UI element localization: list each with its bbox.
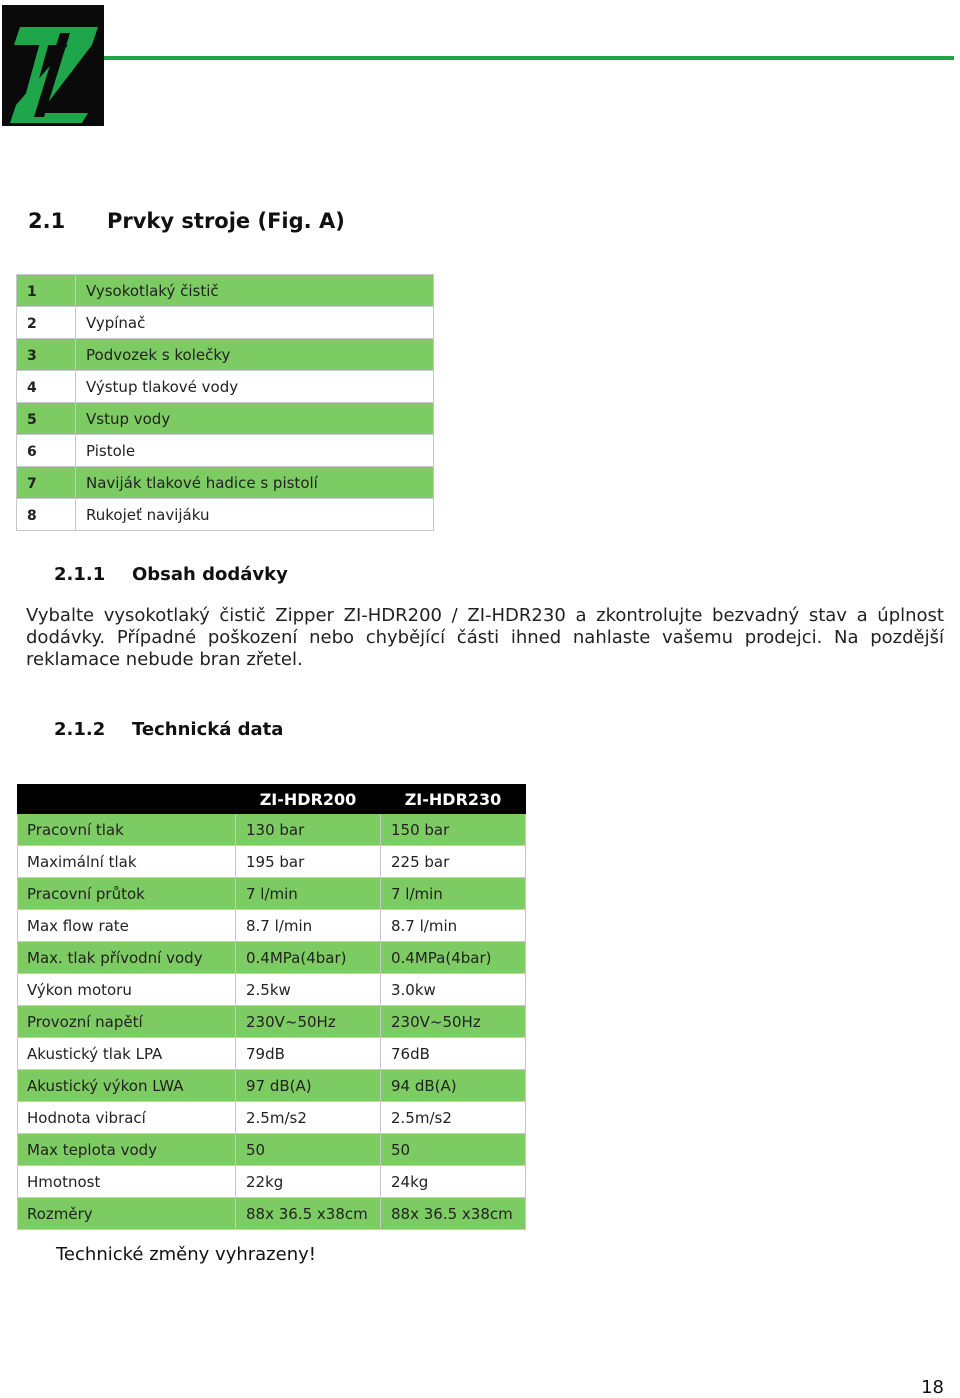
part-label: Naviják tlakové hadice s pistolí xyxy=(76,467,434,499)
table-row xyxy=(17,403,434,435)
spec-label: Hmotnost xyxy=(18,1166,236,1198)
spec-value-hdr200: 230V~50Hz xyxy=(236,1006,381,1038)
delivery-paragraph: Vybalte vysokotlaký čistič Zipper ZI-HDR200 / ZI-HDR230 a zkontrolujte bezvadný stav a úplnost dodávky. Případné poškození nebo chybějící části ihned nahlaste vašemu prodejci. Na pozdější reklamace nebude bran zřetel. xyxy=(26,605,944,670)
table-row xyxy=(18,1006,526,1038)
spec-value-hdr230: 225 bar xyxy=(381,846,526,878)
tech-header-cell xyxy=(18,785,236,814)
spec-label: Provozní napětí xyxy=(18,1006,236,1038)
spec-value-hdr230: 76dB xyxy=(381,1038,526,1070)
part-label: Vysokotlaký čistič xyxy=(76,275,434,307)
part-label: Pistole xyxy=(76,435,434,467)
table-row xyxy=(18,1102,526,1134)
part-label: Podvozek s kolečky xyxy=(76,339,434,371)
table-row xyxy=(18,1070,526,1102)
table-row xyxy=(17,467,434,499)
spec-value-hdr230: 24kg xyxy=(381,1166,526,1198)
spec-label: Akustický výkon LWA xyxy=(18,1070,236,1102)
spec-value-hdr230: 94 dB(A) xyxy=(381,1070,526,1102)
table-row xyxy=(18,910,526,942)
parts-table xyxy=(16,274,434,531)
spec-value-hdr230: 3.0kw xyxy=(381,974,526,1006)
spec-value-hdr200: 22kg xyxy=(236,1166,381,1198)
tech-header-cell: ZI-HDR230 xyxy=(381,785,526,814)
spec-value-hdr200: 0.4MPa(4bar) xyxy=(236,942,381,974)
table-row xyxy=(18,1166,526,1198)
spec-label: Max flow rate xyxy=(18,910,236,942)
part-label: Vstup vody xyxy=(76,403,434,435)
spec-label: Pracovní tlak xyxy=(18,814,236,846)
part-number: 8 xyxy=(17,499,76,531)
spec-value-hdr200: 2.5kw xyxy=(236,974,381,1006)
spec-label: Hodnota vibrací xyxy=(18,1102,236,1134)
spec-value-hdr200: 88x 36.5 x38cm xyxy=(236,1198,381,1230)
spec-label: Max teplota vody xyxy=(18,1134,236,1166)
subsection-heading-tech xyxy=(54,719,283,740)
header-rule xyxy=(104,56,954,60)
spec-value-hdr200: 97 dB(A) xyxy=(236,1070,381,1102)
disclaimer-note: Technické změny vyhrazeny! xyxy=(56,1244,316,1265)
spec-value-hdr200: 7 l/min xyxy=(236,878,381,910)
section-heading xyxy=(28,209,345,233)
table-row xyxy=(18,1038,526,1070)
part-number: 4 xyxy=(17,371,76,403)
subsection-title: Technická data xyxy=(132,719,284,740)
part-number: 7 xyxy=(17,467,76,499)
spec-value-hdr200: 50 xyxy=(236,1134,381,1166)
spec-value-hdr200: 2.5m/s2 xyxy=(236,1102,381,1134)
subsection-number: 2.1.1 xyxy=(54,564,106,585)
table-row xyxy=(18,1134,526,1166)
part-label: Vypínač xyxy=(76,307,434,339)
table-row xyxy=(18,974,526,1006)
subsection-number: 2.1.2 xyxy=(54,719,106,740)
table-row xyxy=(18,878,526,910)
page-number: 18 xyxy=(921,1377,944,1398)
table-row xyxy=(17,371,434,403)
spec-value-hdr230: 88x 36.5 x38cm xyxy=(381,1198,526,1230)
table-row xyxy=(18,846,526,878)
section-title: Prvky stroje (Fig. A) xyxy=(107,209,345,233)
spec-value-hdr230: 230V~50Hz xyxy=(381,1006,526,1038)
spec-value-hdr230: 0.4MPa(4bar) xyxy=(381,942,526,974)
spec-value-hdr230: 7 l/min xyxy=(381,878,526,910)
spec-value-hdr230: 8.7 l/min xyxy=(381,910,526,942)
part-number: 2 xyxy=(17,307,76,339)
spec-value-hdr200: 8.7 l/min xyxy=(236,910,381,942)
table-row xyxy=(18,814,526,846)
spec-value-hdr200: 195 bar xyxy=(236,846,381,878)
tech-data-table xyxy=(17,784,526,1230)
table-row xyxy=(17,275,434,307)
spec-label: Rozměry xyxy=(18,1198,236,1230)
spec-value-hdr230: 150 bar xyxy=(381,814,526,846)
spec-value-hdr230: 50 xyxy=(381,1134,526,1166)
part-number: 3 xyxy=(17,339,76,371)
zipper-z-logo-icon xyxy=(2,5,104,126)
table-row xyxy=(18,1198,526,1230)
spec-value-hdr200: 130 bar xyxy=(236,814,381,846)
part-number: 5 xyxy=(17,403,76,435)
part-label: Výstup tlakové vody xyxy=(76,371,434,403)
spec-label: Max. tlak přívodní vody xyxy=(18,942,236,974)
part-label: Rukojeť navijáku xyxy=(76,499,434,531)
spec-value-hdr200: 79dB xyxy=(236,1038,381,1070)
spec-value-hdr230: 2.5m/s2 xyxy=(381,1102,526,1134)
subsection-title: Obsah dodávky xyxy=(132,564,288,585)
tech-header-cell: ZI-HDR200 xyxy=(236,785,381,814)
table-row xyxy=(17,307,434,339)
section-number: 2.1 xyxy=(28,209,66,233)
spec-label: Pracovní průtok xyxy=(18,878,236,910)
table-row xyxy=(17,339,434,371)
spec-label: Výkon motoru xyxy=(18,974,236,1006)
table-row xyxy=(17,499,434,531)
part-number: 1 xyxy=(17,275,76,307)
table-row xyxy=(17,435,434,467)
subsection-heading-delivery xyxy=(54,564,288,585)
part-number: 6 xyxy=(17,435,76,467)
spec-label: Akustický tlak LPA xyxy=(18,1038,236,1070)
tech-table-header xyxy=(18,785,526,814)
table-row xyxy=(18,942,526,974)
spec-label: Maximální tlak xyxy=(18,846,236,878)
